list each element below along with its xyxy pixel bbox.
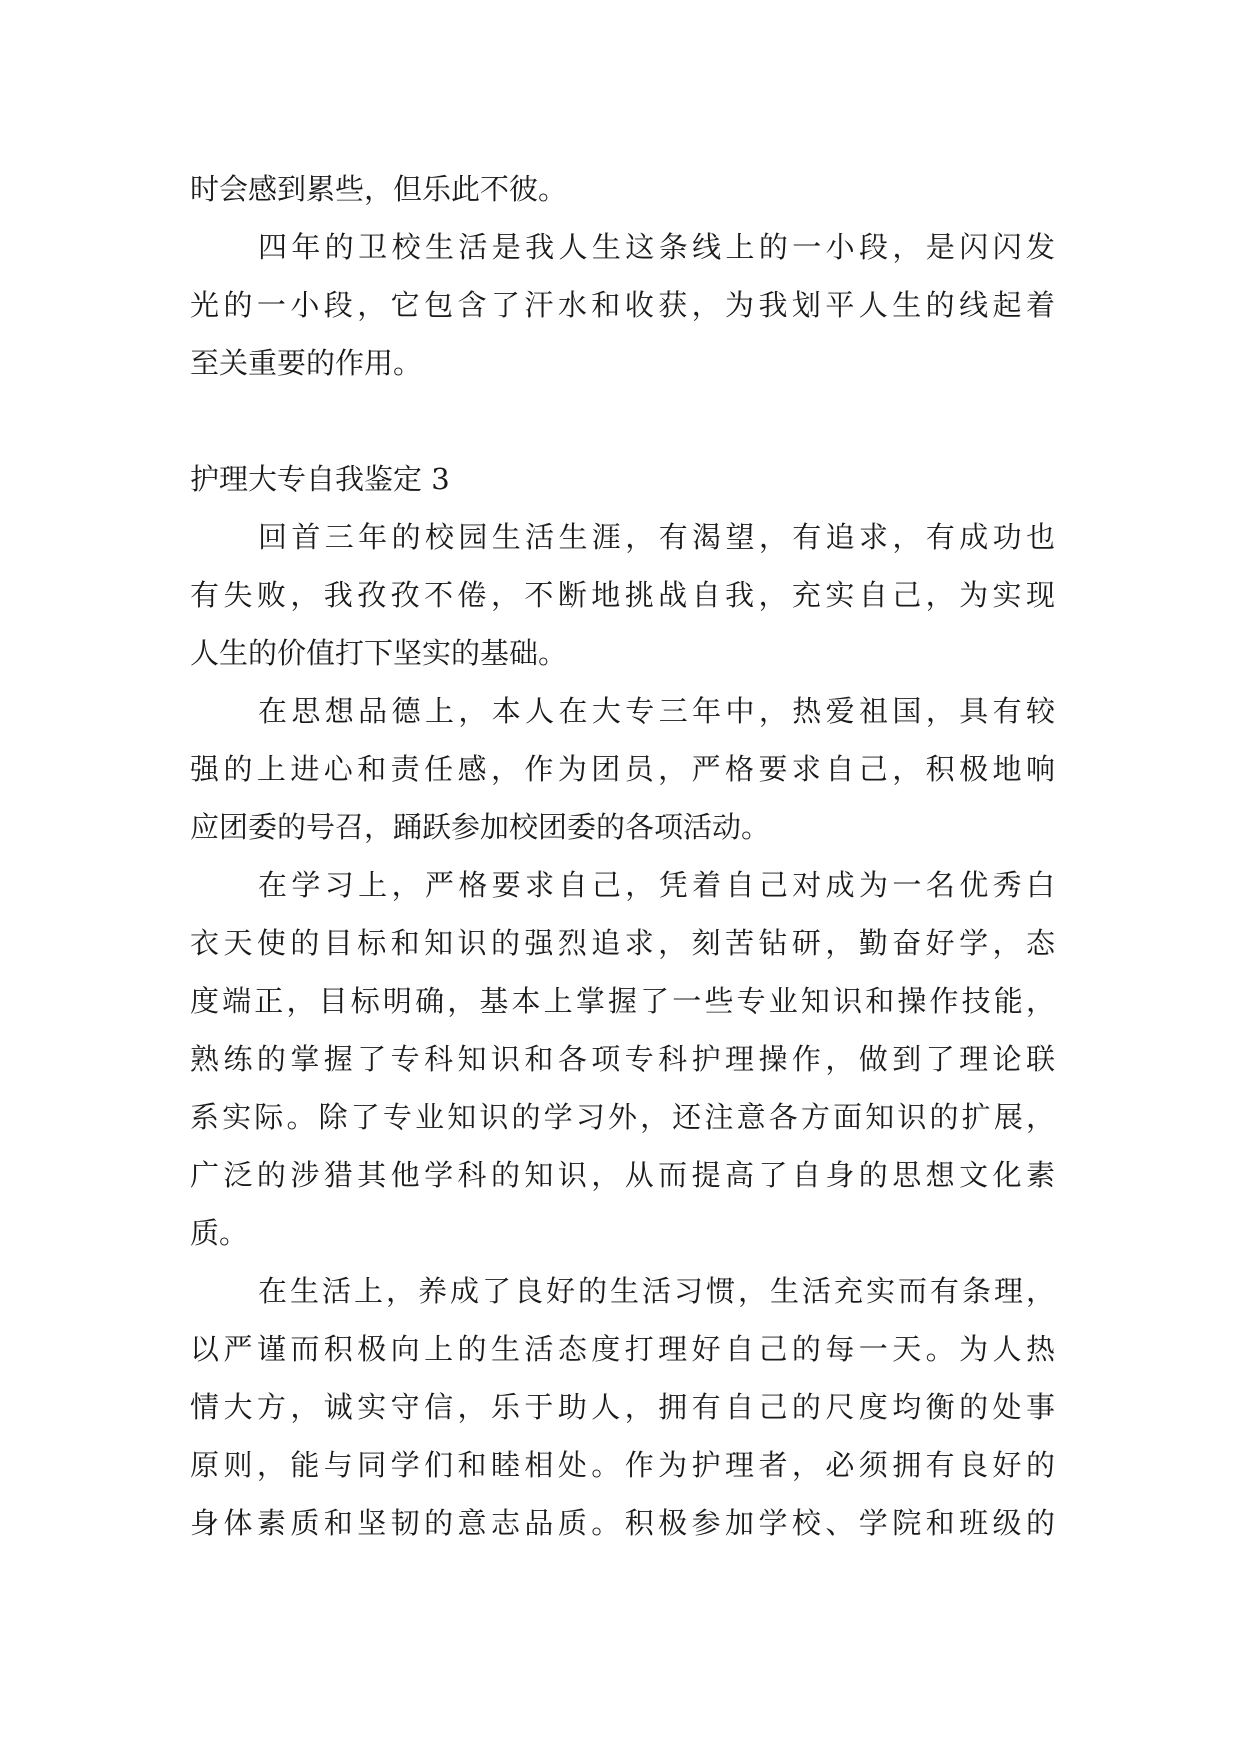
paragraph-line: 衣天使的目标和知识的强烈追求，刻苦钻研，勤奋好学，态 xyxy=(190,926,1055,960)
paragraph-line: 在生活上，养成了良好的生活习惯，生活充实而有条理， xyxy=(258,1274,1055,1308)
paragraph-line: 光的一小段，它包含了汗水和收获，为我划平人生的线起着 xyxy=(190,288,1055,322)
paragraph-line: 质。 xyxy=(190,1216,249,1250)
paragraph-line: 广泛的涉猎其他学科的知识，从而提高了自身的思想文化素 xyxy=(190,1158,1055,1192)
paragraph-line: 在思想品德上，本人在大专三年中，热爱祖国，具有较 xyxy=(258,694,1055,728)
paragraph-line: 度端正，目标明确，基本上掌握了一些专业知识和操作技能， xyxy=(190,984,1055,1018)
paragraph-line: 在学习上，严格要求自己，凭着自己对成为一名优秀白 xyxy=(258,868,1055,902)
paragraph-line: 有失败，我孜孜不倦，不断地挑战自我，充实自己，为实现 xyxy=(190,578,1055,612)
paragraph-line: 人生的价值打下坚实的基础。 xyxy=(190,636,568,670)
paragraph-weixiao xyxy=(190,218,1055,392)
paragraph-line: 系实际。除了专业知识的学习外，还注意各方面知识的扩展， xyxy=(190,1100,1055,1134)
paragraph-line: 原则，能与同学们和睦相处。作为护理者，必须拥有良好的 xyxy=(190,1448,1055,1482)
paragraph-shenghuo xyxy=(190,1262,1055,1552)
paragraph-line: 回首三年的校园生活生涯，有渴望，有追求，有成功也 xyxy=(258,520,1055,554)
spacer xyxy=(190,392,1055,450)
paragraph-line: 时会感到累些，但乐此不彼。 xyxy=(190,172,568,206)
paragraph-xuexi xyxy=(190,856,1055,1262)
paragraph-line: 熟练的掌握了专科知识和各项专科护理操作，做到了理论联 xyxy=(190,1042,1055,1076)
paragraph-line: 身体素质和坚韧的意志品质。积极参加学校、学院和班级的 xyxy=(190,1506,1055,1540)
paragraph-sixiang xyxy=(190,682,1055,856)
paragraph-line: 四年的卫校生活是我人生这条线上的一小段，是闪闪发 xyxy=(258,230,1055,264)
paragraph-line: 情大方，诚实守信，乐于助人，拥有自己的尺度均衡的处事 xyxy=(190,1390,1055,1424)
paragraph-line: 应团委的号召，踊跃参加校团委的各项活动。 xyxy=(190,810,771,844)
section-title: 护理大专自我鉴定 3 xyxy=(190,462,450,496)
paragraph-intro xyxy=(190,508,1055,682)
document-page xyxy=(190,160,1055,1552)
paragraph-line: 以严谨而积极向上的生活态度打理好自己的每一天。为人热 xyxy=(190,1332,1055,1366)
paragraph-line: 至关重要的作用。 xyxy=(190,346,423,380)
paragraph-line: 强的上进心和责任感，作为团员，严格要求自己，积极地响 xyxy=(190,752,1055,786)
